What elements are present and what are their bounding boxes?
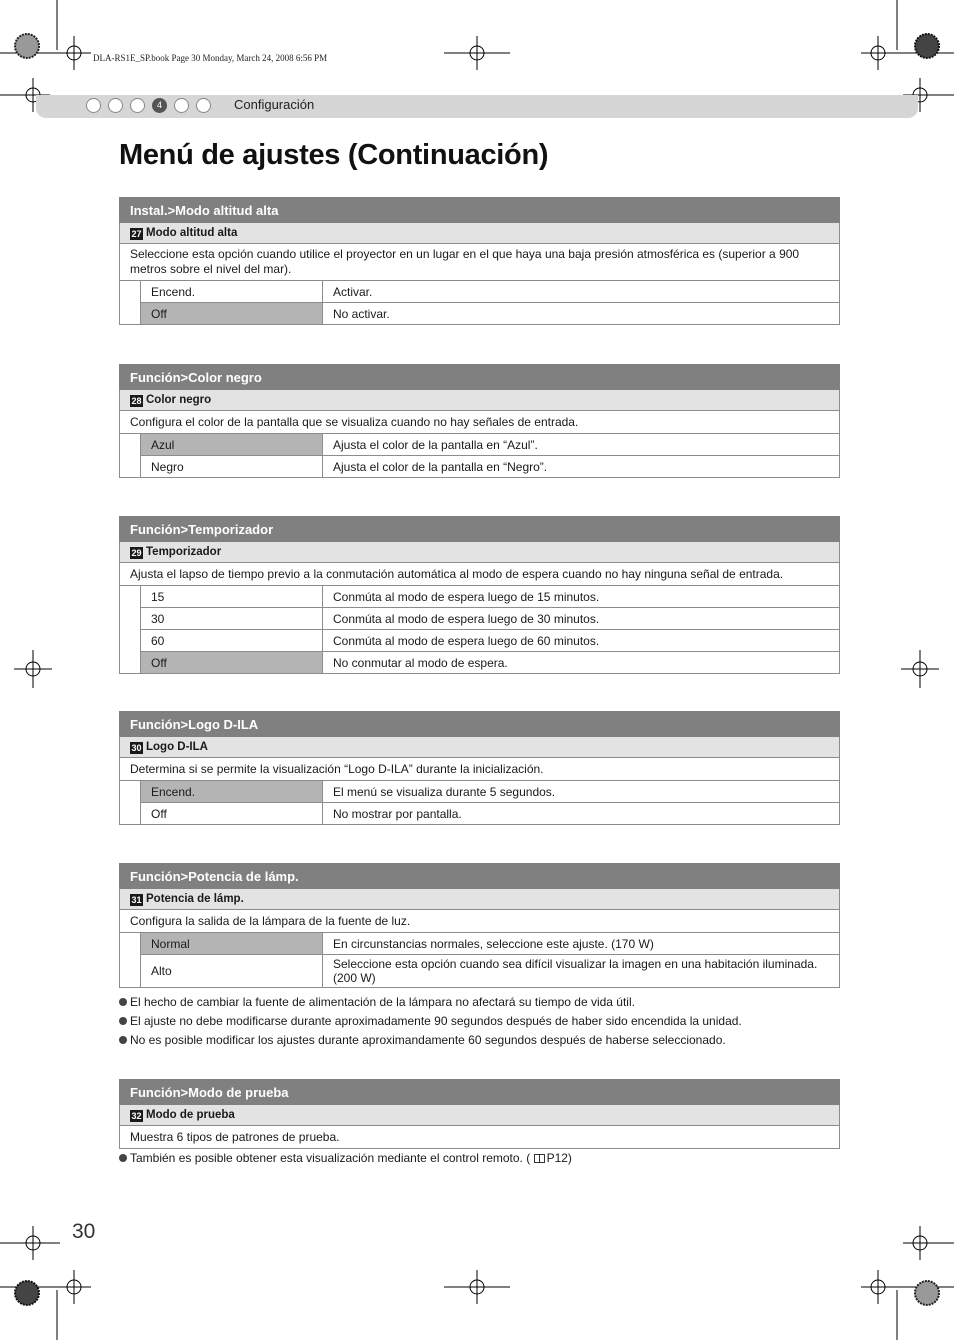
note-item bbox=[119, 1012, 849, 1031]
menu-path-row bbox=[120, 864, 840, 889]
option-row bbox=[120, 434, 840, 456]
item-title-row bbox=[120, 737, 840, 758]
option-row bbox=[120, 281, 840, 303]
note-text: También es posible obtener esta visualización mediante el control remoto. ( bbox=[130, 1151, 531, 1165]
indent-cell bbox=[120, 630, 141, 652]
option-label: 30 bbox=[141, 608, 323, 630]
description-row bbox=[120, 411, 840, 434]
menu-path-row bbox=[120, 365, 840, 390]
description-row bbox=[120, 758, 840, 781]
item-number-badge: 27 bbox=[131, 228, 142, 239]
item-title bbox=[120, 737, 840, 758]
menu-path: Instal.>Modo altitud alta bbox=[120, 198, 840, 223]
option-label: Encend. bbox=[141, 781, 323, 803]
menu-block bbox=[119, 364, 839, 478]
indent-cell bbox=[120, 281, 141, 303]
option-description: Ajusta el color de la pantalla en “Azul”. bbox=[323, 434, 840, 456]
item-title bbox=[120, 390, 840, 411]
menu-path: Función>Modo de prueba bbox=[120, 1080, 840, 1105]
item-description: Seleccione esta opción cuando utilice el proyector en un lugar en el que haya una baja presión atmosférica es (superior a 900 metros sobre el nivel del mar). bbox=[120, 244, 840, 281]
bullet-icon bbox=[119, 1154, 127, 1162]
indent-cell bbox=[120, 955, 141, 988]
item-title-row bbox=[120, 223, 840, 244]
option-row bbox=[120, 456, 840, 478]
menu-block bbox=[119, 1079, 839, 1149]
item-description: Configura el color de la pantalla que se visualiza cuando no hay señales de entrada. bbox=[120, 411, 840, 434]
item-number-badge: 29 bbox=[131, 547, 142, 558]
option-description: Conmúta al modo de espera luego de 60 minutos. bbox=[323, 630, 840, 652]
indent-cell bbox=[120, 933, 141, 955]
option-label: 15 bbox=[141, 586, 323, 608]
test-mode-note bbox=[119, 1149, 849, 1168]
bullet-icon bbox=[119, 998, 127, 1006]
option-label: Encend. bbox=[141, 281, 323, 303]
note-item bbox=[119, 993, 849, 1012]
menu-block bbox=[119, 197, 839, 325]
step-circle bbox=[86, 98, 101, 113]
description-row bbox=[120, 244, 840, 281]
indent-cell bbox=[120, 608, 141, 630]
description-row bbox=[120, 910, 840, 933]
menu-path-row bbox=[120, 198, 840, 223]
bullet-icon bbox=[119, 1036, 127, 1044]
option-description: No conmutar al modo de espera. bbox=[323, 652, 840, 674]
indent-cell bbox=[120, 456, 141, 478]
option-label: Alto bbox=[141, 955, 323, 988]
option-row bbox=[120, 586, 840, 608]
note-item bbox=[119, 1149, 849, 1168]
option-label: Off bbox=[141, 303, 323, 325]
option-description: No mostrar por pantalla. bbox=[323, 803, 840, 825]
book-icon bbox=[534, 1154, 545, 1163]
lamp-notes bbox=[119, 993, 849, 1050]
option-row bbox=[120, 630, 840, 652]
option-row bbox=[120, 933, 840, 955]
menu-path: Función>Color negro bbox=[120, 365, 840, 390]
step-circle bbox=[130, 98, 145, 113]
option-label: Normal bbox=[141, 933, 323, 955]
note-item bbox=[119, 1031, 849, 1050]
item-title-text: Logo D-ILA bbox=[146, 740, 208, 753]
item-title-row bbox=[120, 1105, 840, 1126]
step-circle bbox=[196, 98, 211, 113]
menu-block bbox=[119, 516, 839, 674]
indent-cell bbox=[120, 781, 141, 803]
indent-cell bbox=[120, 434, 141, 456]
option-description: En circunstancias normales, seleccione este ajuste. (170 W) bbox=[323, 933, 840, 955]
menu-path: Función>Potencia de lámp. bbox=[120, 864, 840, 889]
item-description: Configura la salida de la lámpara de la fuente de luz. bbox=[120, 910, 840, 933]
menu-path: Función>Logo D-ILA bbox=[120, 712, 840, 737]
note-close: ) bbox=[567, 1151, 572, 1165]
item-title-text: Temporizador bbox=[146, 545, 222, 558]
indent-cell bbox=[120, 652, 141, 674]
option-row bbox=[120, 955, 840, 988]
page-number: 30 bbox=[72, 1220, 96, 1243]
menu-block bbox=[119, 711, 839, 825]
page-title: Menú de ajustes (Continuación) bbox=[119, 139, 549, 171]
description-row bbox=[120, 563, 840, 586]
page-reference: P12 bbox=[546, 1151, 568, 1165]
item-description: Determina si se permite la visualización “Logo D-ILA” durante la inicialización. bbox=[120, 758, 840, 781]
option-label: Off bbox=[141, 803, 323, 825]
option-row bbox=[120, 803, 840, 825]
option-label: 60 bbox=[141, 630, 323, 652]
settings-table bbox=[119, 364, 840, 478]
option-description: Seleccione esta opción cuando sea difícil visualizar la imagen en una habitación iluminada. (200 W) bbox=[323, 955, 840, 988]
item-number-badge: 28 bbox=[131, 395, 142, 406]
settings-table bbox=[119, 711, 840, 825]
item-title bbox=[120, 1105, 840, 1126]
item-title-row bbox=[120, 390, 840, 411]
indent-cell bbox=[120, 303, 141, 325]
item-title-text: Color negro bbox=[146, 393, 212, 406]
settings-table bbox=[119, 197, 840, 325]
option-description: Activar. bbox=[323, 281, 840, 303]
option-row bbox=[120, 652, 840, 674]
option-label: Azul bbox=[141, 434, 323, 456]
item-title-row bbox=[120, 542, 840, 563]
step-circle bbox=[174, 98, 189, 113]
menu-path-row bbox=[120, 712, 840, 737]
option-row bbox=[120, 303, 840, 325]
item-title-row bbox=[120, 889, 840, 910]
option-label: Off bbox=[141, 652, 323, 674]
menu-block bbox=[119, 863, 839, 988]
item-title-text: Modo altitud alta bbox=[146, 226, 238, 239]
settings-table bbox=[119, 863, 840, 988]
item-title-text: Modo de prueba bbox=[146, 1108, 235, 1121]
menu-path-row bbox=[120, 1080, 840, 1105]
item-number-badge: 31 bbox=[131, 894, 142, 905]
item-title bbox=[120, 223, 840, 244]
step-circle bbox=[108, 98, 123, 113]
option-description: No activar. bbox=[323, 303, 840, 325]
file-info: DLA-RS1E_SP.book Page 30 Monday, March 24, 2008 6:56 PM bbox=[93, 53, 328, 63]
option-description: Conmúta al modo de espera luego de 15 minutos. bbox=[323, 586, 840, 608]
note-text: No es posible modificar los ajustes durante aproximandamente 60 segundos después de haberse seleccionado. bbox=[130, 1033, 726, 1047]
option-row bbox=[120, 608, 840, 630]
option-row bbox=[120, 781, 840, 803]
item-title-text: Potencia de lámp. bbox=[146, 892, 244, 905]
settings-table bbox=[119, 1079, 840, 1149]
option-description: Conmúta al modo de espera luego de 30 minutos. bbox=[323, 608, 840, 630]
menu-path-row bbox=[120, 517, 840, 542]
settings-table bbox=[119, 516, 840, 674]
step-circle: 4 bbox=[152, 98, 167, 113]
bullet-icon bbox=[119, 1017, 127, 1025]
item-title bbox=[120, 542, 840, 563]
indent-cell bbox=[120, 586, 141, 608]
step-indicator bbox=[86, 98, 211, 113]
note-text: El ajuste no debe modificarse durante aproximadamente 90 segundos después de haber sido encendida la unidad. bbox=[130, 1014, 742, 1028]
item-title bbox=[120, 889, 840, 910]
section-label: Configuración bbox=[234, 97, 315, 112]
item-description: Muestra 6 tipos de patrones de prueba. bbox=[120, 1126, 840, 1149]
option-description: El menú se visualiza durante 5 segundos. bbox=[323, 781, 840, 803]
indent-cell bbox=[120, 803, 141, 825]
item-description: Ajusta el lapso de tiempo previo a la conmutación automática al modo de espera cuando no hay ninguna señal de entrada. bbox=[120, 563, 840, 586]
menu-path: Función>Temporizador bbox=[120, 517, 840, 542]
option-label: Negro bbox=[141, 456, 323, 478]
option-description: Ajusta el color de la pantalla en “Negro”. bbox=[323, 456, 840, 478]
item-number-badge: 30 bbox=[131, 742, 142, 753]
note-text: El hecho de cambiar la fuente de alimentación de la lámpara no afectará su tiempo de vida útil. bbox=[130, 995, 635, 1009]
description-row bbox=[120, 1126, 840, 1149]
item-number-badge: 32 bbox=[131, 1110, 142, 1121]
